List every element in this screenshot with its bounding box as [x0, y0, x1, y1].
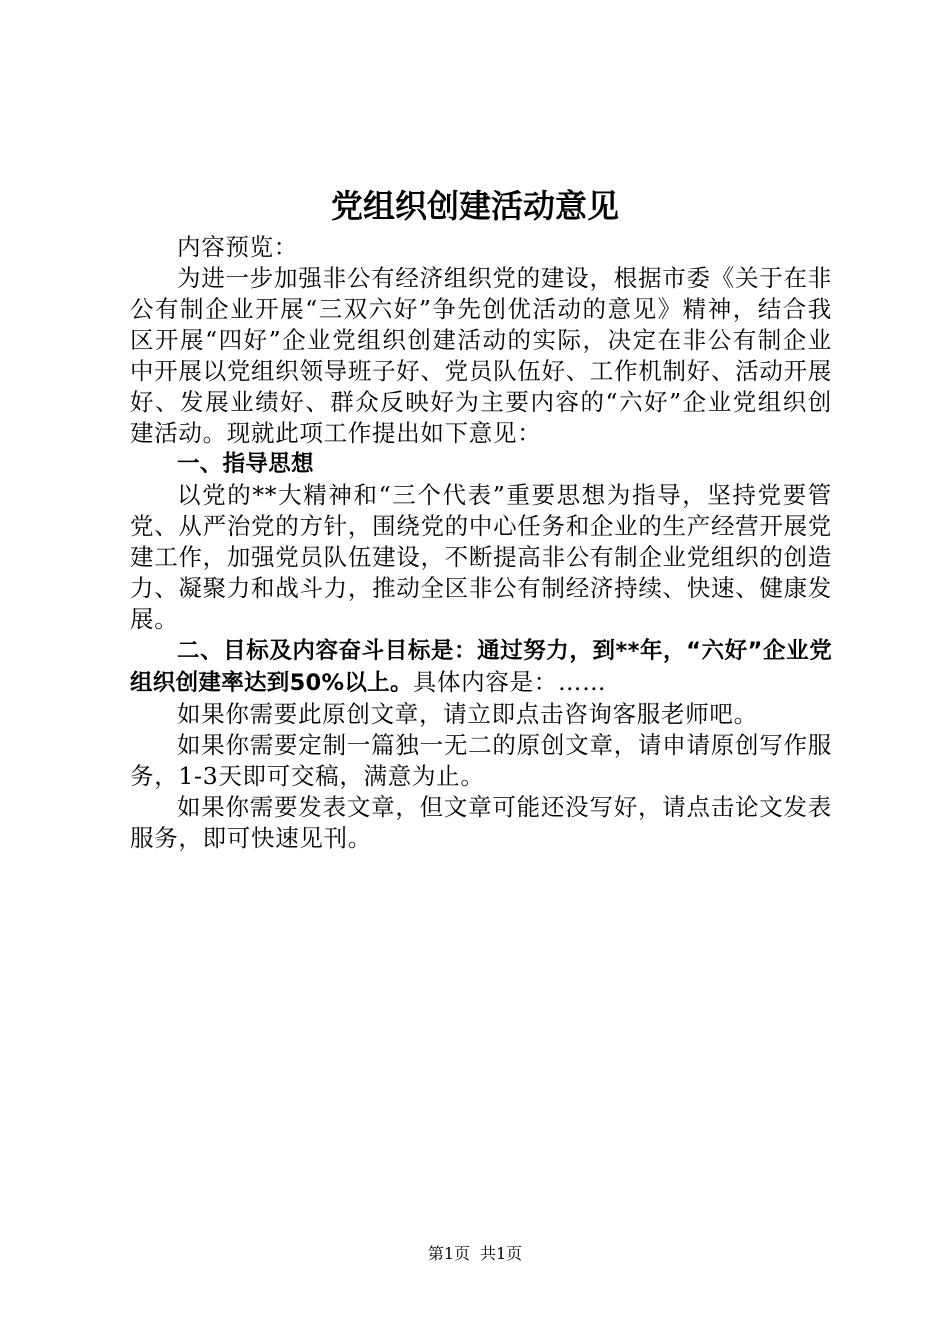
page-footer — [0, 1243, 950, 1265]
paragraph-consult-link[interactable]: 如果你需要此原创文章，请立即点击咨询客服老师吧。 — [177, 700, 758, 728]
document-title: 党组织创建活动意见 — [330, 187, 619, 225]
paragraph-custom-writing-link[interactable]: 如果你需要定制一篇独一无二的原创文章，请申请原创写作服务，1-3天即可交稿，满意为止。 — [130, 731, 832, 790]
paragraph-intro: 为进一步加强非公有经济组织党的建设，根据市委《关于在非公有制企业开展“三双六好”争先创优活动的意见》精神，结合我区开展“四好”企业党组织创建活动的实际，决定在非公有制企业中开展以党组织领导班子好、党员队伍好、工作机制好、活动开展好、发展业绩好、群众反映好为主要内容的“六好”企业党组织创建活动。现就此项工作提出如下意见： — [130, 264, 832, 447]
paragraph-publish-link[interactable]: 如果你需要发表文章，但文章可能还没写好，请点击论文发表服务，即可快速见刊。 — [130, 793, 832, 852]
paragraph-guiding-ideology: 以党的**大精神和“三个代表”重要思想为指导，坚持党要管党、从严治党的方针，围绕党的中心任务和企业的生产经营开展党建工作，加强党员队伍建设，不断提高非公有制企业党组织的创造力、凝聚力和战斗力，推动全区非公有制经济持续、快速、健康发展。 — [130, 481, 832, 633]
heading-guiding-ideology: 一、指导思想 — [177, 451, 314, 477]
paragraph-goals — [130, 635, 832, 699]
goals-content-text: 具体内容是：…… — [412, 668, 607, 696]
heading-goals: 二、目标及内容奋斗目标是：通过努力，到**年，“六好”企业党组织创建率达到50%以上。 — [130, 638, 832, 696]
document-body — [130, 232, 832, 854]
page-number: 第1页 — [427, 1244, 470, 1263]
page-total: 共1页 — [480, 1244, 523, 1263]
paragraph-preview-label: 内容预览： — [177, 233, 298, 261]
